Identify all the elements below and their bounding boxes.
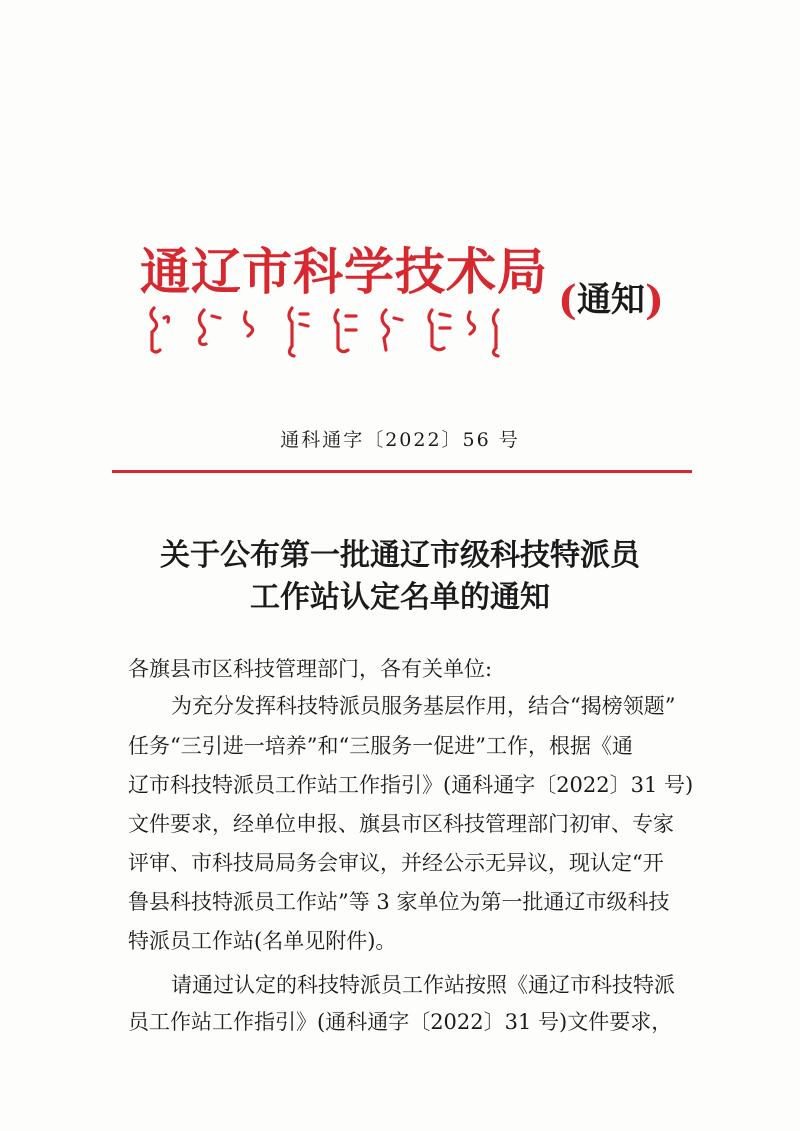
body-line: 鲁县科技特派员工作站”等 3 家单位为第一批通辽市级科技	[128, 890, 670, 914]
notice-open-paren: (	[558, 277, 577, 324]
body-line: 评审、市科技局局务会审议，并经公示无异议，现认定“开	[128, 851, 664, 875]
red-divider	[112, 470, 692, 473]
notice-type-tag	[558, 272, 664, 324]
body-line: 请通过认定的科技特派员工作站按照《通辽市科技特派	[171, 973, 675, 997]
document-title-line-2: 工作站认定名单的通知	[250, 580, 550, 615]
notice-word: 通知	[576, 280, 645, 320]
document-number: 通科通字〔2022〕56 号	[280, 429, 520, 451]
body-line: 员工作站工作指引》(通科通字〔2022〕31 号)文件要求，	[128, 1010, 673, 1034]
notice-close-paren: )	[644, 277, 664, 324]
body-line: 任务“三引进一培养”和“三服务一促进”工作，根据《通	[128, 734, 633, 758]
salutation: 各旗县市区科技管理部门，各有关单位:	[128, 657, 493, 681]
agency-name: 通辽市科学技术局	[140, 242, 548, 301]
body-line: 文件要求，经单位申报、旗县市区科技管理部门初审、专家	[128, 812, 674, 836]
body-line: 辽市科技特派员工作站工作指引》(通科通字〔2022〕31 号)	[128, 773, 694, 797]
mongolian-script-emblem	[142, 300, 512, 358]
body-line: 为充分发挥科技特派员服务基层作用，结合“揭榜领题”	[171, 694, 676, 718]
document-title-line-1: 关于公布第一批通辽市级科技特派员	[160, 538, 640, 573]
body-line: 特派员工作站(名单见附件)。	[128, 929, 397, 953]
